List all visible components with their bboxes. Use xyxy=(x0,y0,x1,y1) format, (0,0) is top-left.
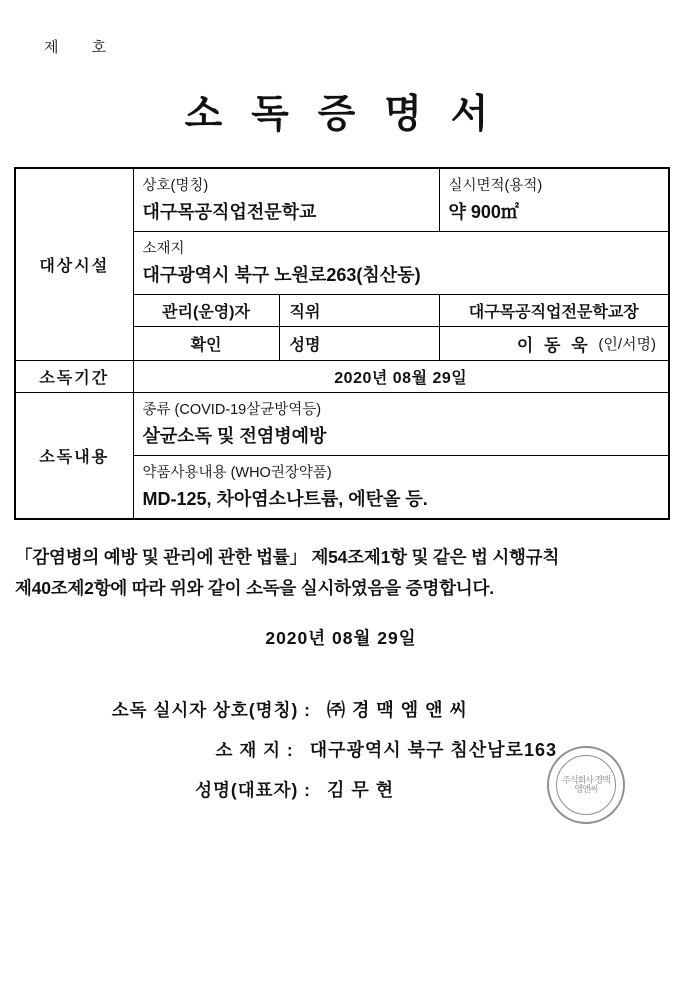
signature-block xyxy=(15,696,667,802)
facility-address-value: 대구광역시 북구 노원로263(침산동) xyxy=(142,265,421,285)
seal-note: (인/서명) xyxy=(598,336,657,353)
signature-company-value: ㈜ 경 맥 엠 앤 씨 xyxy=(327,700,468,721)
statement-paragraph xyxy=(15,542,667,603)
certificate-table xyxy=(14,167,670,520)
disinfection-kind-cell xyxy=(133,393,669,456)
facility-address-label: 소재지 xyxy=(142,241,185,257)
period-value: 2020년 08월 29일 xyxy=(133,361,669,393)
signature-rep-label: 성명(대표자) : xyxy=(195,780,311,801)
chemical-value: MD-125, 차아염소나트륨, 에탄올 등. xyxy=(142,489,428,509)
facility-area-label: 실시면적(용적) xyxy=(448,178,543,194)
facility-name-label: 상호(명칭) xyxy=(142,178,209,194)
facility-name-value: 대구목공직업전문학교 xyxy=(142,202,317,222)
certificate-page xyxy=(0,36,682,996)
manager-label-line1: 관리(운영)자 xyxy=(133,295,279,327)
disinfection-kind-label: 종류 (COVID-19살균방역등) xyxy=(142,402,322,418)
table-row xyxy=(15,168,669,232)
manager-label-line2: 확인 xyxy=(133,327,279,361)
facility-label: 대상시설 xyxy=(15,168,133,361)
position-value: 대구목공직업전문학교장 xyxy=(439,295,669,327)
table-row xyxy=(15,393,669,456)
signature-rep-value: 김 무 현 xyxy=(327,780,395,801)
facility-address-cell xyxy=(133,232,669,295)
person-name-label: 성명 xyxy=(279,327,439,361)
chemical-label: 약품사용내용 (WHO권장약품) xyxy=(142,465,332,481)
signature-company-row xyxy=(15,696,667,722)
facility-name-cell xyxy=(133,168,439,232)
statement-line-1: 「감염병의 예방 및 관리에 관한 법률」 제54조제1항 및 같은 법 시행규칙 xyxy=(15,547,560,567)
table-row xyxy=(15,361,669,393)
signature-company-label: 소독 실시자 상호(명칭) : xyxy=(111,700,311,721)
facility-area-cell xyxy=(439,168,669,232)
chemical-cell xyxy=(133,456,669,520)
page-title: 소 독 증 명 서 xyxy=(184,93,498,136)
position-label: 직위 xyxy=(279,295,439,327)
signature-address-value: 대구광역시 북구 침산남로163 xyxy=(309,740,557,761)
signature-rep-row xyxy=(15,776,667,802)
signature-address-label: 소 재 지 : xyxy=(215,740,294,761)
content-label: 소독내용 xyxy=(15,393,133,520)
company-seal-text: 주식회사 경맥엠앤씨 xyxy=(556,755,616,815)
facility-area-value: 약 900㎡ xyxy=(448,202,519,222)
person-name-value: 이 동 욱 xyxy=(516,336,591,355)
disinfection-kind-value: 살균소독 및 전염병예방 xyxy=(142,426,327,446)
issue-date: 2020년 08월 29일 xyxy=(265,628,417,649)
statement-line-2: 제40조제2항에 따라 위와 같이 소독을 실시하였음을 증명합니다. xyxy=(15,577,494,598)
company-seal-stamp xyxy=(547,746,625,824)
period-label: 소독기간 xyxy=(15,361,133,393)
person-name-cell xyxy=(439,327,669,361)
document-number-label: 제 호 xyxy=(44,39,107,56)
